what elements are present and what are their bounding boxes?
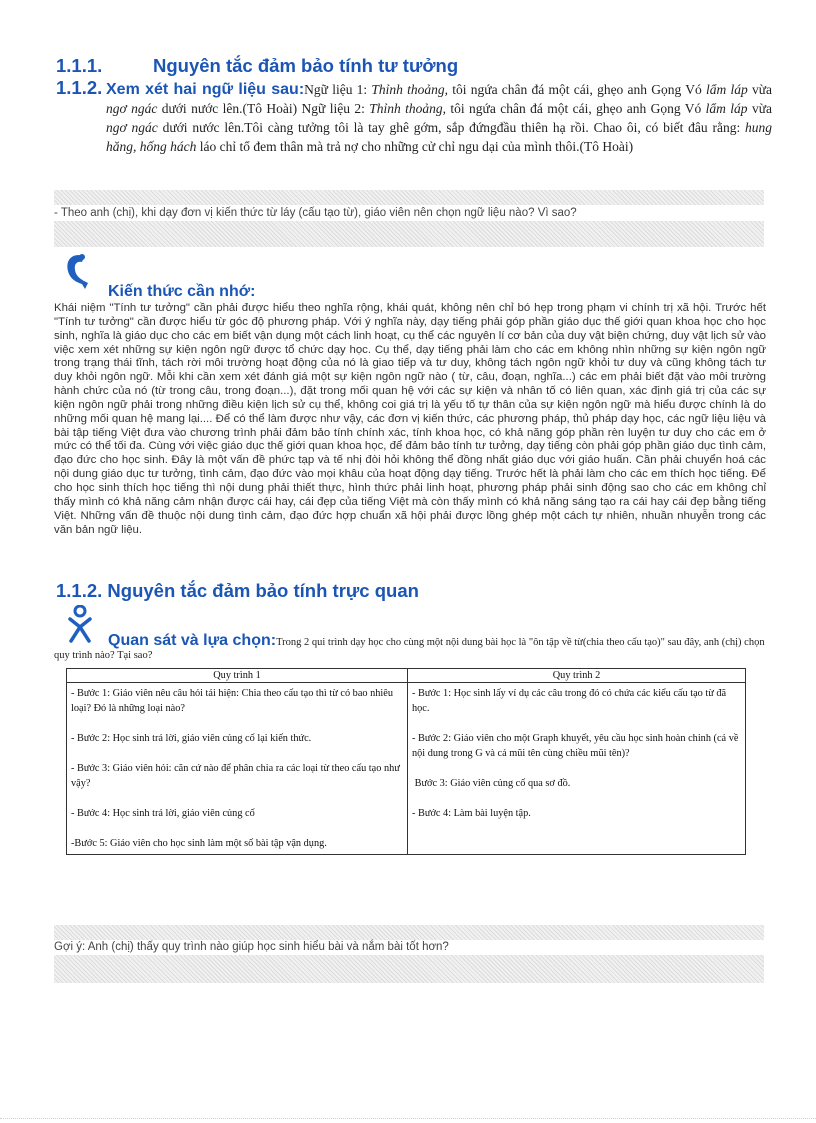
table-header-quy-trinh-1: Quy trình 1 (67, 669, 408, 683)
heading-1-1-1-number: 1.1.1. (56, 55, 103, 76)
blue-hook-icon (62, 252, 92, 292)
quan-sat-paragraph (54, 634, 766, 662)
ngu-lieu-text: Ngữ liệu 1: (304, 82, 372, 97)
ngu-lieu-italic: lẩm láp (705, 82, 748, 97)
ngu-lieu-paragraph (106, 80, 772, 156)
ngu-lieu-text: láo chỉ tổ đem thân mà trả nợ cho những cử chỉ ngu dại của mình thôi.(Tô Hoài) (196, 139, 634, 154)
question-1: - Theo anh (chị), khi dạy đơn vị kiến thức từ láy (cấu tạo từ), giáo viên nên chọn ngữ liệu nào? Vì sao? (54, 207, 577, 219)
ngu-lieu-italic: ngơ ngác (106, 120, 158, 135)
table-header-row (67, 669, 746, 683)
quy-trinh-2-step: - Bước 2: Giáo viên cho một Graph khuyết, yêu cầu học sinh hoàn chỉnh (cả về nội dung trong G và cả mũi tên cùng chiều mũi tên)? (412, 733, 739, 759)
table-row (67, 683, 746, 855)
ngu-lieu-italic: Thỉnh thoảng, (371, 82, 449, 97)
kien-thuc-body: Khái niệm "Tính tư tưởng" cần phải được hiểu theo nghĩa rộng, khái quát, không nên chỉ bó hẹp trong phạm vi chính trị xã hội. Trước hết "Tính tư tưởng" cần được hiểu từ góc độ phương pháp. Với ý nghĩa này, dạy tiếng phải góp phần giáo dục thế giới quan khoa học cho học sinh, nghĩa là giáo dục cho các em biết vận dụng một cách linh hoạt, cụ thể các nguyên lí cơ bản của duy vật biện chứng, duy vật lịch sử vào việc xem xét những sự kiện ngôn ngữ được tổ chức dạy học. Cụ thể, dạy tiếng phải làm cho các em không nhìn những sự kiện ngôn ngữ trong trạng thái tĩnh, tách rời môi trường hoạt động của nó là giao tiếp và tư duy, không tách ngôn ngữ khỏi tư duy và cũng không tách tư duy khỏi ngôn ngữ. Mỗi khi cần xem xét đánh giá một sự kiện ngôn ngữ nào ( từ, câu, đoạn, nghĩa...) các em phải biết đặt vào môi trường hành chức của nó (từ trong câu, trong đoạn...), đặt trong mối quan hệ với các sự kiện và nhân tố có liên quan, xác định giá trị của các sự kiện ngôn ngữ phải trong những điều kiện lịch sử cụ thể, không coi giá trị là yếu tố tự thân của sự kiện ngôn ngữ mà hiểu được chính là do những mối quan hệ mang lại.... Để có thể làm được như vậy, các đơn vị kiến thức, các phương pháp, thủ pháp dạy học, các ngữ liệu liệu và bài tập tiếng Việt đưa vào chương trình phải đảm bảo tính chính xác, tính khoa học, có khả năng góp phần rèn luyện tư duy cho các em ở mức có thể tối đa. Cùng với việc giáo dục thế giới quan khoa học, để đảm bảo tính tư tưởng, dạy tiếng còn phải góp phần giáo dục tình cảm, đạo đức cho học sinh. Đây là một vấn đề phức tạp và tế nhị đòi hỏi không thể đồng nhất giáo dục với giáo huấn. Cần phải chuyển hoá các nội dung giáo dục tư tưởng, tình cảm, đạo đức vào mọi khâu của hoạt động dạy tiếng. Trước hết là phải làm cho các em thích học tiếng. Để cho học sinh thích học tiếng thì nội dung phải thiết thực, hình thức phải linh hoạt, phương pháp phải sinh động sao cho các em không chỉ thấy mình có khả năng cảm nhận được cái hay, cái đẹp của tiếng Việt mà còn thấy mình có khả năng sáng tạo ra cái hay cái đẹp bằng tiếng Việt. Những vấn đề thuộc nội dung tình cảm, đạo đức hợp chuẩn xã hội phải được lồng ghép một cách tự nhiên, nhuần nhuyễn trong các văn bản ngữ liệu. (54, 302, 766, 536)
heading-1-1-2-title: Xem xét hai ngữ liệu sau: (106, 81, 305, 98)
goi-y-text: Gợi ý: Anh (chị) thấy quy trình nào giúp học sinh hiểu bài và nắm bài tốt hơn? (54, 941, 449, 953)
hatch-band (54, 190, 764, 205)
quy-trinh-2-cell (408, 683, 746, 855)
quy-trinh-1-step: - Bước 1: Giáo viên nêu câu hỏi tái hiện: Chia theo cấu tạo thì từ có bao nhiêu loại? Đó là những loại nào? (71, 688, 393, 714)
page-bottom-rule (0, 1118, 816, 1119)
hatch-band (54, 925, 764, 940)
ngu-lieu-text: tôi ngứa chân đá một cái, ghẹo anh Gọng Vó (448, 82, 706, 97)
heading-1-1-1 (56, 55, 459, 77)
ngu-lieu-italic: ngơ ngác (106, 101, 158, 116)
heading-truc-quan: 1.1.2. Nguyên tắc đảm bảo tính trực quan (56, 580, 419, 601)
ngu-lieu-text: vừa (747, 101, 773, 116)
ngu-lieu-text: dưới nước lên.(Tô Hoài) Ngữ liệu 2: (157, 101, 370, 116)
quy-trinh-1-step: - Bước 3: Giáo viên hỏi: căn cứ nào để phân chia ra các loại từ theo cấu tạo như vậy? (71, 763, 400, 789)
hatch-band (54, 955, 764, 983)
quy-trinh-1-step: -Bước 5: Giáo viên cho học sinh làm một số bài tập vận dụng. (71, 838, 327, 849)
quan-sat-intro: Trong 2 qui trình dạy học cho cùng một nội dung bài học là "ôn tập về từ(chia theo cấu tạo)" sau đây, anh (chị) chọn quy trình nào? Tại sao? (54, 637, 765, 661)
quy-trinh-2-step: - Bước 1: Học sinh lấy ví dụ các câu trong đó có chứa các kiểu cấu tạo từ đã học. (412, 688, 727, 714)
quy-trinh-2-step: Bước 3: Giáo viên củng cố qua sơ đồ. (412, 778, 571, 789)
ngu-lieu-text: dưới nước lên.Tôi càng tưởng tôi là tay ghê gớm, sắp đứngđầu thiên hạ rồi. Chao ôi, có biết đâu rằng: (157, 120, 746, 135)
kien-thuc-title: Kiến thức cần nhớ: (108, 283, 256, 300)
quy-trinh-table (66, 668, 746, 855)
hatch-band (54, 221, 764, 247)
heading-1-1-1-title: Nguyên tắc đảm bảo tính tư tưởng (153, 55, 459, 76)
ngu-lieu-text: tôi ngứa chân đá một cái, ghẹo anh Gọng Vó (446, 101, 706, 116)
quy-trinh-1-step: - Bước 4: Học sinh trả lời, giáo viên củng cố (71, 808, 255, 819)
heading-1-1-2-number: 1.1.2. (56, 77, 103, 98)
quy-trinh-1-step: - Bước 2: Học sinh trả lời, giáo viên củng cố lại kiến thức. (71, 733, 312, 744)
quan-sat-title: Quan sát và lựa chọn: (108, 632, 277, 649)
ngu-lieu-text: vừa (747, 82, 773, 97)
ngu-lieu-italic: hung hăng, hống hách (106, 120, 773, 154)
quy-trinh-2-step: - Bước 4: Làm bài luyện tập. (412, 808, 531, 819)
ngu-lieu-italic: lẩm láp (705, 101, 748, 116)
table-header-quy-trinh-2: Quy trình 2 (408, 669, 746, 683)
quy-trinh-1-cell (67, 683, 408, 855)
ngu-lieu-italic: Thỉnh thoảng, (369, 101, 447, 116)
